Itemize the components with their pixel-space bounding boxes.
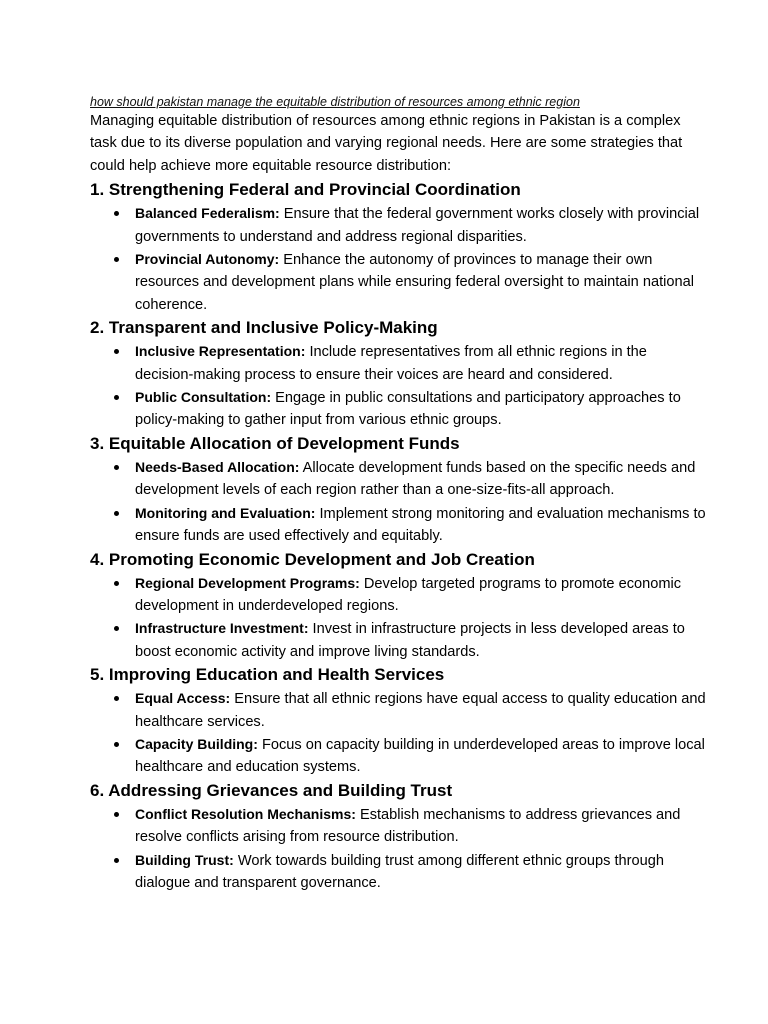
section-5 (90, 664, 708, 779)
bullet-text: Develop targeted programs to promote economic development in underdeveloped regions. (135, 575, 682, 614)
list-item (90, 733, 708, 779)
bullet-dot-icon (114, 511, 119, 516)
bullet-text: Work towards building trust among different ethnic groups through dialogue and transparent governance. (135, 852, 664, 891)
bullet-term: Conflict Resolution Mechanisms: (135, 805, 356, 822)
bullet-text: Implement strong monitoring and evaluation mechanisms to ensure funds are used effectively and equitably. (135, 505, 706, 545)
list-item (90, 687, 708, 733)
list-item (90, 617, 708, 663)
section-heading: 4. Promoting Economic Development and Job Creation (90, 549, 535, 569)
section-4 (90, 549, 708, 664)
list-item (90, 202, 708, 248)
bullet-term: Provincial Autonomy: (135, 251, 280, 268)
bullet-term: Capacity Building: (135, 735, 258, 752)
bullet-dot-icon (114, 626, 119, 631)
bullet-list (90, 340, 708, 432)
list-item (90, 572, 708, 618)
bullet-dot-icon (114, 349, 119, 354)
intro-paragraph: Managing equitable distribution of resources among ethnic regions in Pakistan is a complex task due to its diverse population and varying regional needs. Here are some strategies that could help achieve more equitable resource distribution: (90, 113, 683, 174)
bullet-term: Equal Access: (135, 690, 231, 707)
list-item (90, 803, 708, 849)
bullet-dot-icon (114, 696, 119, 701)
bullet-dot-icon (114, 858, 119, 863)
bullet-text: Allocate development funds based on the specific needs and development levels of each region rather than a one-size-fits-all approach. (135, 459, 696, 499)
query-text: how should pakistan manage the equitable distribution of resources among ethnic region (90, 95, 580, 109)
bullet-dot-icon (114, 812, 119, 817)
bullet-term: Needs-Based Allocation: (135, 458, 300, 475)
list-item (90, 502, 708, 548)
bullet-term: Public Consultation: (135, 389, 272, 406)
bullet-text: Ensure that all ethnic regions have equal access to quality education and healthcare services. (135, 691, 706, 730)
section-1 (90, 179, 708, 316)
section-heading: 6. Addressing Grievances and Building Trust (90, 780, 453, 800)
bullet-term: Infrastructure Investment: (135, 620, 309, 637)
bullet-term: Balanced Federalism: (135, 205, 280, 222)
section-heading: 1. Strengthening Federal and Provincial Coordination (90, 180, 521, 200)
section-2 (90, 317, 708, 432)
bullet-term: Regional Development Programs: (135, 574, 360, 591)
bullet-text: Establish mechanisms to address grievances and resolve conflicts arising from resource distribution. (135, 806, 681, 846)
list-item (90, 248, 708, 316)
bullet-list (90, 456, 708, 548)
bullet-dot-icon (114, 257, 119, 262)
bullet-text: Invest in infrastructure projects in less developed areas to boost economic activity and improve living standards. (135, 621, 685, 660)
bullet-text: Enhance the autonomy of provinces to manage their own resources and development plans while ensuring federal oversight to maintain national coherence. (135, 252, 694, 313)
bullet-list (90, 572, 708, 664)
section-heading: 3. Equitable Allocation of Development Funds (90, 433, 460, 453)
bullet-text: Include representatives from all ethnic regions in the decision-making process to ensure their voices are heard and considered. (135, 344, 647, 383)
bullet-dot-icon (114, 742, 119, 747)
list-item (90, 386, 708, 432)
section-3 (90, 433, 708, 548)
bullet-list (90, 687, 708, 779)
list-item (90, 849, 708, 895)
list-item (90, 456, 708, 502)
bullet-dot-icon (114, 465, 119, 470)
bullet-list (90, 202, 708, 316)
bullet-dot-icon (114, 395, 119, 400)
bullet-text: Ensure that the federal government works closely with provincial governments to understand and address regional disparities. (135, 206, 700, 245)
bullet-list (90, 803, 708, 895)
bullet-text: Engage in public consultations and participatory approaches to policy-making to gather input from various ethnic groups. (135, 390, 681, 429)
bullet-term: Inclusive Representation: (135, 343, 306, 360)
bullet-dot-icon (114, 581, 119, 586)
bullet-term: Monitoring and Evaluation: (135, 504, 316, 521)
list-item (90, 340, 708, 386)
section-6 (90, 780, 708, 895)
section-heading: 2. Transparent and Inclusive Policy-Making (90, 318, 438, 338)
section-heading: 5. Improving Education and Health Services (90, 665, 445, 685)
bullet-text: Focus on capacity building in underdeveloped areas to improve local healthcare and education systems. (135, 736, 705, 776)
bullet-term: Building Trust: (135, 851, 234, 868)
bullet-dot-icon (114, 211, 119, 216)
